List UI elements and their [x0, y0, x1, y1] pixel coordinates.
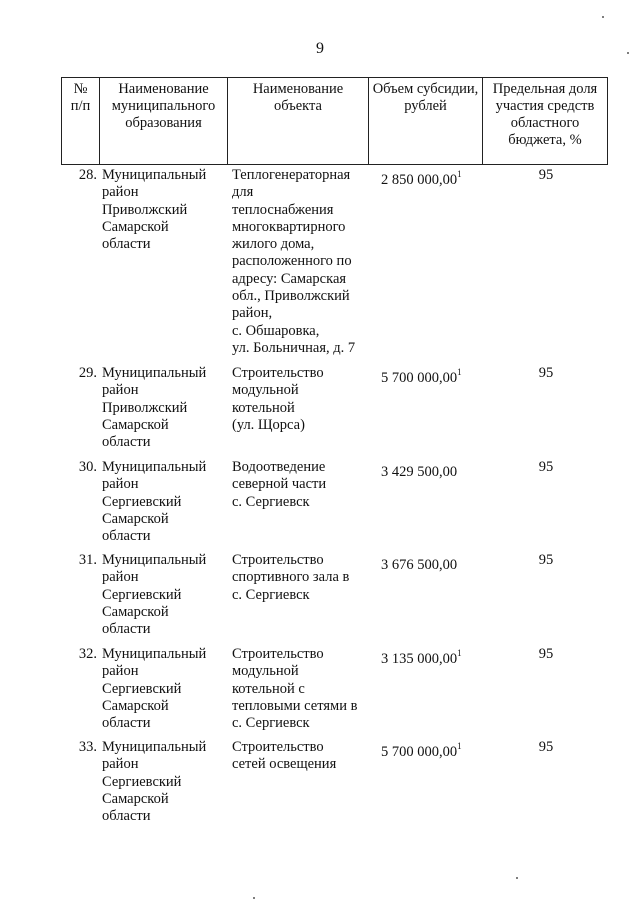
scan-speck — [516, 877, 518, 879]
subsidy-amount: 3 429 500,00 — [381, 463, 458, 480]
header-municipality: Наименование муниципального образования — [100, 78, 228, 165]
footnote-mark: 1 — [457, 648, 462, 658]
budget-share: 95 — [538, 552, 554, 568]
budget-share: 95 — [538, 739, 554, 755]
municipality-name: Муниципальный район Сергиевский Самарской области — [102, 739, 207, 825]
municipality-name: Муниципальный район Сергиевский Самарской области — [102, 646, 207, 732]
object-name: Строительство спортивного зала в с. Сергиевск — [232, 552, 350, 603]
header-amount: Объем субсидии, рублей — [369, 78, 483, 165]
budget-share: 95 — [538, 167, 554, 183]
subsidy-amount: 5 700 000,00$^1$ — [381, 367, 462, 386]
row-number: 33. — [78, 739, 97, 755]
subsidy-amount: 5 700 000,00$^1$ — [381, 741, 462, 760]
header-object: Наименование объекта — [228, 78, 369, 165]
page-number: 9 — [316, 40, 324, 57]
municipality-name: Муниципальный район Приволжский Самарской области — [102, 365, 207, 451]
budget-share: 95 — [538, 459, 554, 475]
subsidy-amount: 3 135 000,00$^1$ — [381, 648, 462, 667]
header-number: № п/п — [62, 78, 100, 165]
row-number: 28. — [78, 167, 97, 183]
scan-speck — [627, 52, 629, 54]
footnote-mark: 1 — [457, 367, 462, 377]
budget-share: 95 — [538, 365, 554, 381]
municipality-name: Муниципальный район Приволжский Самарской области — [102, 167, 207, 253]
subsidy-amount: 3 676 500,00 — [381, 556, 458, 573]
municipality-name: Муниципальный район Сергиевский Самарской области — [102, 552, 207, 638]
scan-speck — [602, 16, 604, 18]
header-row — [62, 78, 608, 165]
row-number: 29. — [78, 365, 97, 381]
scan-speck — [253, 897, 255, 899]
subsidy-amount: 2 850 000,00$^1$ — [381, 169, 462, 188]
object-name: Строительство модульной котельной (ул. Щорса) — [232, 365, 324, 433]
object-name: Теплогенераторная для теплоснабжения многоквартирного жилого дома, расположенного по адресу: Самарская обл., Приволжский район, с. Обшаровка, ул. Больничная, д. 7 — [232, 167, 356, 356]
object-name: Водоотведение северной части с. Сергиевск — [232, 459, 327, 510]
row-number: 32. — [78, 646, 97, 662]
row-number: 31. — [78, 552, 97, 568]
footnote-mark: 1 — [457, 741, 462, 751]
object-name: Строительство сетей освещения — [232, 739, 337, 773]
budget-share: 95 — [538, 646, 554, 662]
object-name: Строительство модульной котельной с тепловыми сетями в с. Сергиевск — [232, 646, 358, 732]
header-share: Предельная доля участия средств областного бюджета, % — [483, 78, 608, 165]
municipality-name: Муниципальный район Сергиевский Самарской области — [102, 459, 207, 545]
table-header — [61, 77, 608, 165]
footnote-mark: 1 — [457, 169, 462, 179]
row-number: 30. — [78, 459, 97, 475]
